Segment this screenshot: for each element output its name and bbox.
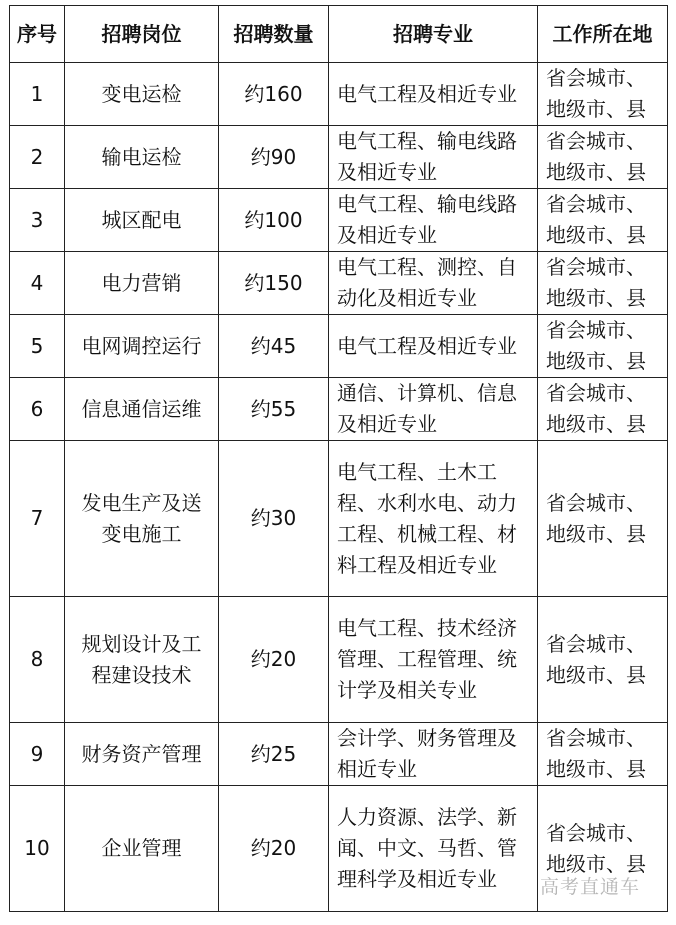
row-number: 4 xyxy=(10,252,65,315)
row-number: 9 xyxy=(10,723,65,786)
table-body xyxy=(10,63,668,912)
row-location: 省会城市、地级市、县 xyxy=(538,315,668,378)
row-major: 电气工程、输电线路及相近专业 xyxy=(329,126,538,189)
row-number: 8 xyxy=(10,597,65,723)
row-count: 约100 xyxy=(219,189,329,252)
row-count: 约20 xyxy=(219,597,329,723)
row-count: 约55 xyxy=(219,378,329,441)
row-location: 省会城市、地级市、县 xyxy=(538,126,668,189)
table-row xyxy=(10,63,668,126)
row-number: 6 xyxy=(10,378,65,441)
row-major: 电气工程、测控、自动化及相近专业 xyxy=(329,252,538,315)
watermark: 高考直通车 xyxy=(540,876,641,898)
table-row xyxy=(10,315,668,378)
row-location: 省会城市、地级市、县 xyxy=(538,597,668,723)
row-major: 电气工程、技术经济管理、工程管理、统计学及相关专业 xyxy=(329,597,538,723)
header-position: 招聘岗位 xyxy=(65,6,219,63)
row-major: 电气工程、土木工程、水利水电、动力工程、机械工程、材料工程及相近专业 xyxy=(329,441,538,597)
row-position: 发电生产及送变电施工 xyxy=(65,441,219,597)
recruitment-table xyxy=(9,5,668,912)
row-location: 省会城市、地级市、县 xyxy=(538,63,668,126)
row-position: 信息通信运维 xyxy=(65,378,219,441)
row-location: 省会城市、地级市、县 xyxy=(538,723,668,786)
row-position: 电力营销 xyxy=(65,252,219,315)
row-location: 省会城市、地级市、县 xyxy=(538,378,668,441)
row-number: 1 xyxy=(10,63,65,126)
table-row xyxy=(10,723,668,786)
row-position: 企业管理 xyxy=(65,786,219,912)
row-position: 规划设计及工程建设技术 xyxy=(65,597,219,723)
row-count: 约25 xyxy=(219,723,329,786)
header-location: 工作所在地 xyxy=(538,6,668,63)
table-row xyxy=(10,252,668,315)
header-count: 招聘数量 xyxy=(219,6,329,63)
table-row xyxy=(10,597,668,723)
row-number: 7 xyxy=(10,441,65,597)
row-position: 财务资产管理 xyxy=(65,723,219,786)
table-row xyxy=(10,189,668,252)
row-location: 省会城市、地级市、县 xyxy=(538,189,668,252)
row-major: 电气工程、输电线路及相近专业 xyxy=(329,189,538,252)
row-location: 省会城市、地级市、县 xyxy=(538,786,668,912)
row-number: 10 xyxy=(10,786,65,912)
table-row xyxy=(10,441,668,597)
row-count: 约30 xyxy=(219,441,329,597)
row-major: 电气工程及相近专业 xyxy=(329,63,538,126)
table-row xyxy=(10,378,668,441)
row-number: 5 xyxy=(10,315,65,378)
row-major: 通信、计算机、信息及相近专业 xyxy=(329,378,538,441)
header-no: 序号 xyxy=(10,6,65,63)
row-position: 电网调控运行 xyxy=(65,315,219,378)
row-position: 输电运检 xyxy=(65,126,219,189)
row-count: 约160 xyxy=(219,63,329,126)
row-position: 变电运检 xyxy=(65,63,219,126)
row-location: 省会城市、地级市、县 xyxy=(538,252,668,315)
row-count: 约150 xyxy=(219,252,329,315)
row-major: 会计学、财务管理及相近专业 xyxy=(329,723,538,786)
row-count: 约90 xyxy=(219,126,329,189)
header-major: 招聘专业 xyxy=(329,6,538,63)
row-major: 人力资源、法学、新闻、中文、马哲、管理科学及相近专业 xyxy=(329,786,538,912)
row-count: 约45 xyxy=(219,315,329,378)
row-count: 约20 xyxy=(219,786,329,912)
row-number: 3 xyxy=(10,189,65,252)
row-position: 城区配电 xyxy=(65,189,219,252)
row-major: 电气工程及相近专业 xyxy=(329,315,538,378)
row-location: 省会城市、地级市、县 xyxy=(538,441,668,597)
row-number: 2 xyxy=(10,126,65,189)
table-row xyxy=(10,126,668,189)
header-row xyxy=(10,6,668,63)
